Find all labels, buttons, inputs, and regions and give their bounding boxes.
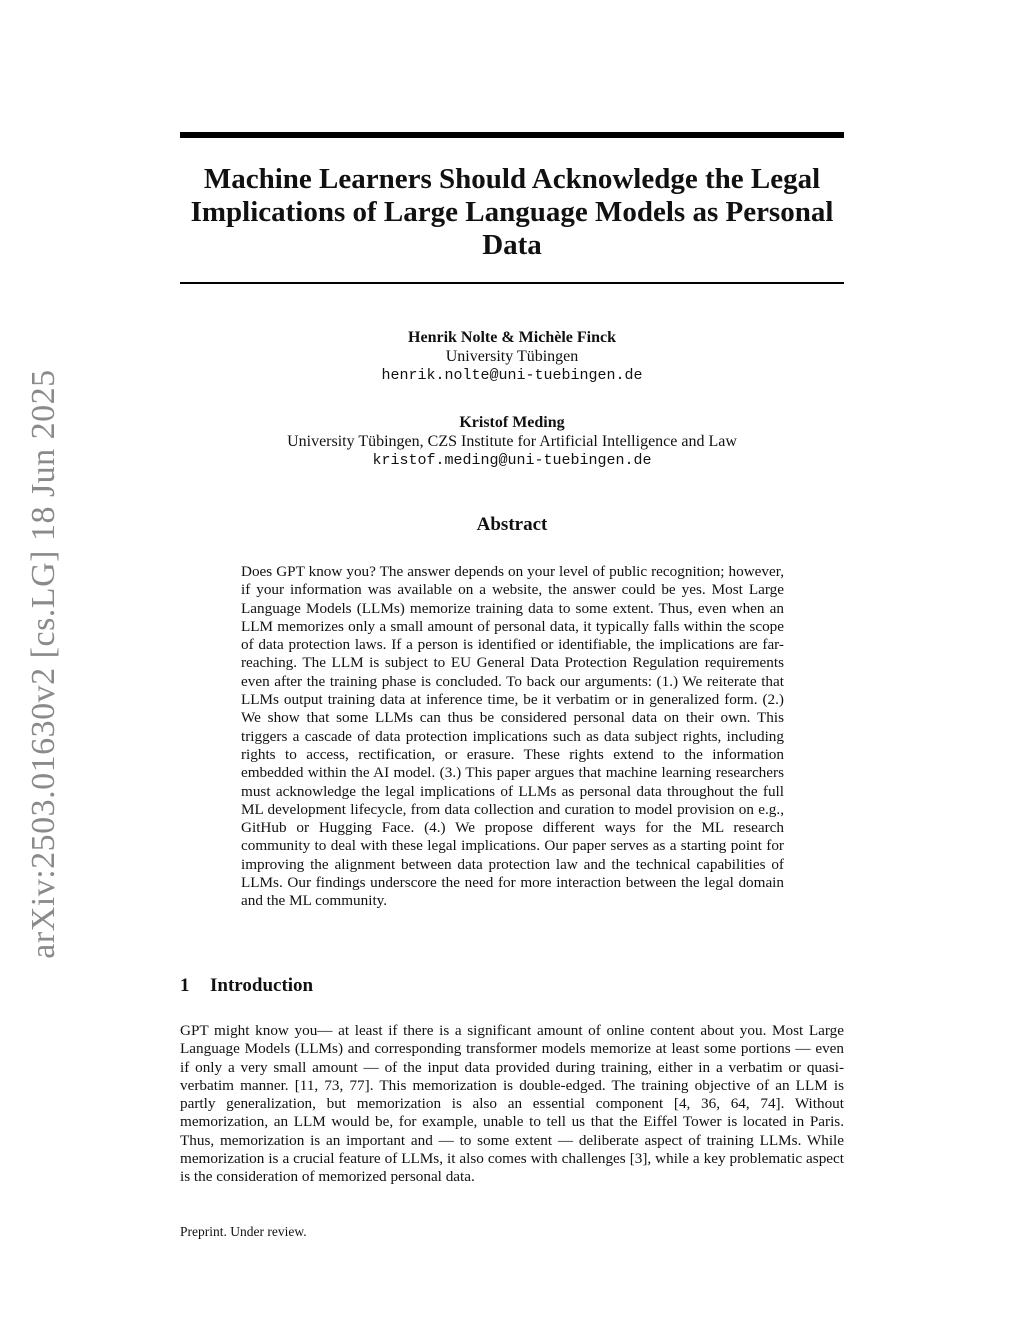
author-block-2 bbox=[180, 413, 844, 470]
author-name: Henrik Nolte & Michèle Finck bbox=[408, 329, 616, 346]
preprint-footnote: Preprint. Under review. bbox=[180, 1224, 307, 1239]
abstract-text: Does GPT know you? The answer depends on your level of public recognition; however, if your information was available on a website, the answer could be yes. Most Large Language Models (LLMs) memorize training data to some extent. Thus, even when an LLM memorizes only a small amount of personal data, it typically falls within the scope of data protection laws. If a person is identified or identifiable, the implications are far-reaching. The LLM is subject to EU General Data Protection Regulation requirements even after the training phase is concluded. To back our arguments: (1.) We reiterate that LLMs output training data at inference time, be it verbatim or in generalized form. (2.) We show that some LLMs can thus be considered personal data on their own. This triggers a cascade of data protection implications such as data subject rights, including rights to access, rectification, or erasure. These rights extend to the information embedded within the AI model. (3.) This paper argues that machine learning researchers must acknowledge the legal implications of LLMs as personal data throughout the full ML development lifecycle, from data collection and curation to model provision on e.g., GitHub or Hugging Face. (4.) We propose different ways for the ML research community to deal with these legal implications. Our paper serves as a starting point for improving the alignment between data protection law and the technical capabilities of LLMs. Our findings underscore the need for more interaction between the legal domain and the ML community. bbox=[241, 563, 784, 910]
author-affiliation: University Tübingen, CZS Institute for Artificial Intelligence and Law bbox=[287, 433, 737, 450]
section-number: 1 bbox=[180, 975, 190, 996]
title-top-rule bbox=[180, 132, 844, 138]
author-block-1 bbox=[180, 328, 844, 385]
introduction-text: GPT might know you— at least if there is a significant amount of online content about you. Most Large Language Models (LLMs) and corresponding transformer models memorize at least some portions — even if only a very small amount — of the input data provided during training, either in a verbatim or quasi-verbatim manner. [11, 73, 77]. This memorization is double-edged. The training objective of an LLM is partly generalization, but memorization is also an essential component [4, 36, 64, 74]. Without memorization, an LLM would be, for example, unable to tell us that the Eiffel Tower is located in Paris. Thus, memorization is an important and — to some extent — deliberate aspect of training LLMs. While memorization is a crucial feature of LLMs, it also comes with challenges [3], while a key problematic aspect is the consideration of memorized personal data. bbox=[180, 1022, 844, 1186]
section-title: Introduction bbox=[210, 975, 314, 996]
abstract-heading: Abstract bbox=[476, 514, 548, 535]
section-heading-introduction bbox=[180, 975, 313, 997]
title-bottom-rule bbox=[180, 282, 844, 284]
author-email[interactable]: kristof.meding@uni-tuebingen.de bbox=[372, 452, 652, 469]
author-affiliation: University Tübingen bbox=[445, 348, 579, 365]
author-list bbox=[180, 328, 844, 498]
author-email[interactable]: henrik.nolte@uni-tuebingen.de bbox=[381, 367, 643, 384]
author-name: Kristof Meding bbox=[459, 414, 565, 431]
arxiv-identifier: arXiv:2503.01630v2 [cs.LG] 18 Jun 2025 bbox=[25, 369, 62, 959]
paper-title: Machine Learners Should Acknowledge the Legal Implications of Large Language Models as Personal Data bbox=[190, 163, 834, 261]
